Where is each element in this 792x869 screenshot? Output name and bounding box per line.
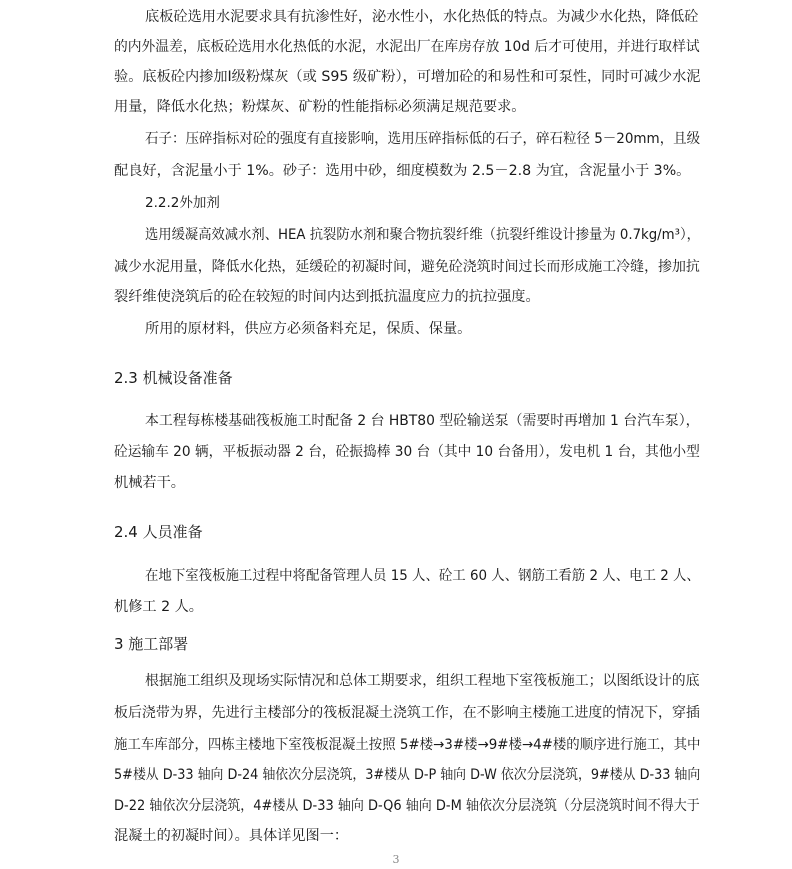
text-line: 配良好，含泥量小于 1%。砂子：选用中砂，细度模数为 2.5－2.8 为宜，含泥量小于 3%。 — [114, 163, 691, 179]
text-line: 在地下室筏板施工过程中将配备管理人员 15 人、砼工 60 人、钢筋工看筋 2 人、电工 2 人、 — [145, 568, 700, 584]
text-line: 5#楼从 D-33 轴向 D-24 轴依次分层浇筑，3#楼从 D-P 轴向 D-W 依次分层浇筑，9#楼从 D-33 轴向 — [114, 767, 701, 783]
section-heading-2-3: 2.3 机械设备准备 — [114, 369, 233, 387]
paragraph-supply: 所用的原材料，供应方必须备料充足，保质、保量。 — [145, 321, 472, 337]
text-line: 板后浇带为界，先进行主楼部分的筏板混凝土浇筑工作，在不影响主楼施工进度的情况下，穿插 — [114, 705, 700, 721]
section-heading-3: 3 施工部署 — [114, 635, 189, 653]
text-line: 混凝土的初凝时间）。具体详见图一： — [114, 828, 349, 844]
text-line: 底板砼选用水泥要求具有抗渗性好，泌水性小，水化热低的特点。为减少水化热，降低砼 — [145, 9, 699, 25]
section-heading-2-4: 2.4 人员准备 — [114, 523, 203, 541]
text-line: 减少水泥用量，降低水化热，延缓砼的初凝时间，避免砼浇筑时间过长而形成施工冷缝，掺加抗 — [114, 259, 700, 275]
text-line: 用量，降低水化热；粉煤灰、矿粉的性能指标必须满足规范要求。 — [114, 99, 526, 115]
text-line: 施工车库部分，四栋主楼地下室筏板混凝土按照 5#楼→3#楼→9#楼→4#楼的顺序进行施工，其中 — [114, 737, 701, 753]
text-line: 的内外温差，底板砼选用水化热低的水泥，水泥出厂在库房存放 10d 后才可使用，并进行取样试 — [114, 39, 700, 55]
text-line: 选用缓凝高效减水剂、HEA 抗裂防水剂和聚合物抗裂纤维（抗裂纤维设计掺量为 0.7kg/m³）， — [145, 227, 700, 243]
text-line: 裂纤维使浇筑后的砼在较短的时间内达到抵抗温度应力的抗拉强度。 — [114, 289, 540, 305]
text-line: D-22 轴依次分层浇筑，4#楼从 D-33 轴向 D-Q6 轴向 D-M 轴依次分层浇筑（分层浇筑时间不得大于 — [114, 798, 700, 814]
text-line: 砼运输车 20 辆，平板振动器 2 台，砼振捣棒 30 台（其中 10 台备用），发电机 1 台，其他小型 — [114, 444, 700, 460]
text-line: 验。底板砼内掺加Ⅰ级粉煤灰（或 S95 级矿粉），可增加砼的和易性和可泵性，同时可减少水泥 — [114, 69, 701, 85]
text-line: 机修工 2 人。 — [114, 599, 203, 615]
text-line: 本工程每栋楼基础筏板施工时配备 2 台 HBT80 型砼输送泵（需要时再增加 1 台汽车泵）， — [145, 413, 700, 429]
text-line: 石子：压碎指标对砼的强度有直接影响，选用压碎指标低的石子，碎石粒径 5－20mm，且级 — [145, 131, 701, 147]
page-number: 3 — [392, 853, 400, 866]
text-line: 根据施工组织及现场实际情况和总体工期要求，组织工程地下室筏板施工；以图纸设计的底 — [145, 673, 700, 689]
text-line: 机械若干。 — [114, 475, 185, 491]
subsection-heading-2-2-2: 2.2.2外加剂 — [145, 195, 220, 211]
